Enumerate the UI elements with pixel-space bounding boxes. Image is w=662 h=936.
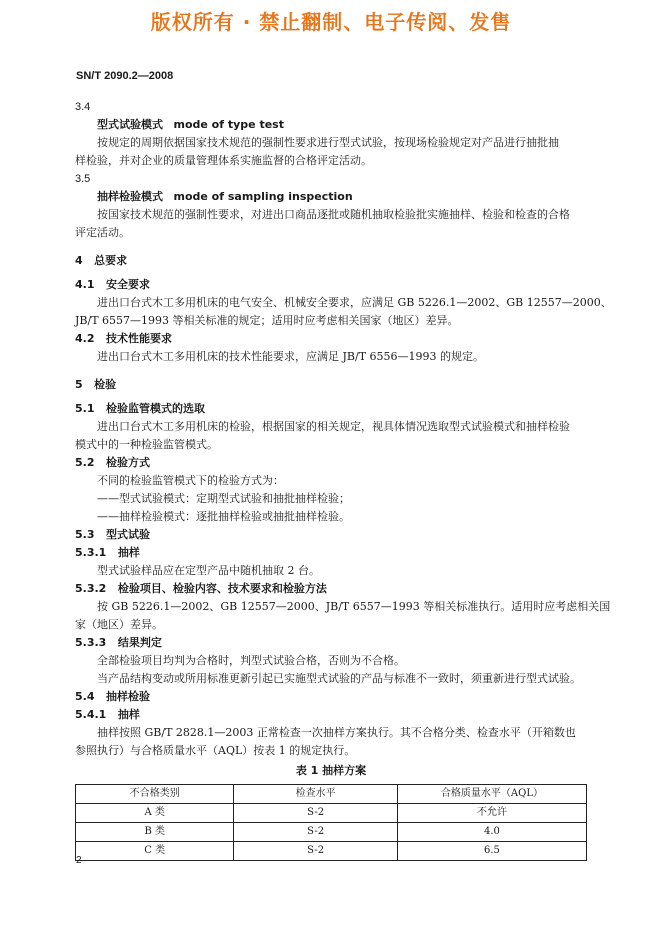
table-cell: 不允许	[397, 804, 586, 823]
table-row	[76, 804, 587, 823]
body-text: JB/T 6557—1993 等相关标准的规定；适用时应考虑相关国家（地区）差异。	[75, 314, 459, 327]
term-heading	[75, 116, 587, 134]
section-heading	[75, 252, 587, 270]
table-cell: A 类	[76, 804, 234, 823]
copyright-watermark: 版权所有 · 禁止翻制、电子传阅、发售	[150, 10, 512, 34]
section-number: 5.3	[75, 528, 95, 541]
section-title: 检验方式	[106, 456, 150, 469]
section-heading	[75, 526, 587, 544]
table-header-cell: 检查水平	[234, 785, 398, 804]
definition-text: 评定活动。	[75, 226, 130, 239]
section-heading	[75, 706, 587, 724]
section-title: 抽样检验	[106, 690, 150, 703]
list-item: ——型式试验模式：定期型式试验和抽批抽样检验；	[97, 492, 350, 505]
table-cell: S-2	[234, 823, 398, 842]
table-cell: C 类	[76, 842, 234, 861]
term-en: mode of sampling inspection	[173, 190, 353, 203]
section-heading	[75, 688, 587, 706]
section-heading	[75, 276, 587, 294]
document-body	[75, 98, 612, 861]
table-cell: S-2	[234, 804, 398, 823]
table-cell: 6.5	[397, 842, 586, 861]
body-text: 模式中的一种检验监管模式。	[75, 438, 218, 451]
section-heading	[75, 330, 587, 348]
section-heading	[75, 454, 587, 472]
body-text: 按 GB 5226.1—2002、GB 12557—2000、JB/T 6557—1993 等相关标准执行。适用时应考虑相关国	[97, 600, 611, 613]
section-title: 技术性能要求	[106, 332, 172, 345]
clause-number: 3.5	[75, 173, 91, 185]
section-title: 总要求	[94, 254, 128, 267]
section-number: 4.2	[75, 332, 95, 345]
clause-number: 3.4	[75, 101, 91, 113]
section-number: 5.3.1	[75, 546, 107, 559]
sampling-plan-table	[75, 784, 587, 861]
section-number: 4	[75, 254, 83, 267]
body-text: 型式试验样品应在定型产品中随机抽取 2 台。	[97, 564, 320, 577]
section-heading	[75, 400, 587, 418]
body-text: 参照执行）与合格质量水平（AQL）按表 1 的规定执行。	[75, 744, 356, 757]
section-title: 型式试验	[106, 528, 150, 541]
list-item: ——抽样检验模式：逐批抽样检验或抽批抽样检验。	[97, 510, 350, 523]
body-text: 家（地区）差异。	[75, 618, 163, 631]
page-number: 2	[76, 855, 82, 866]
table-cell: S-2	[234, 842, 398, 861]
document-number: SN/T 2090.2—2008	[76, 70, 174, 82]
body-text: 进出口台式木工多用机床的检验，根据国家的相关规定，视具体情况选取型式试验模式和抽样检验	[97, 420, 570, 433]
definition-text: 按规定的周期依据国家技术规范的强制性要求进行型式试验，按现场检验规定对产品进行抽批抽	[97, 136, 559, 149]
section-title: 抽样	[117, 546, 140, 559]
section-title: 检验	[94, 378, 117, 391]
section-number: 5.3.2	[75, 582, 107, 595]
section-number: 5.2	[75, 456, 95, 469]
table-row	[76, 823, 587, 842]
table-row	[76, 842, 587, 861]
table-cell: B 类	[76, 823, 234, 842]
table-header-cell: 不合格类别	[76, 785, 234, 804]
section-heading	[75, 634, 587, 652]
section-number: 5.1	[75, 402, 95, 415]
section-title: 抽样	[117, 708, 140, 721]
section-title: 检验项目、检验内容、技术要求和检验方法	[117, 582, 327, 595]
section-heading	[75, 544, 587, 562]
table-header-row	[76, 785, 587, 804]
body-text: 当产品结构变动或所用标准更新引起已实施型式试验的产品与标准不一致时，须重新进行型式试验。	[97, 672, 581, 685]
table-cell: 4.0	[397, 823, 586, 842]
body-text: 进出口台式木工多用机床的技术性能要求，应满足 JB/T 6556—1993 的规定。	[97, 350, 485, 363]
section-number: 5	[75, 378, 83, 391]
term-heading	[75, 188, 587, 206]
section-title: 检验监管模式的选取	[106, 402, 205, 415]
definition-text: 按国家技术规范的强制性要求，对进出口商品逐批或随机抽取检验批实施抽样、检验和检查的合格	[97, 208, 570, 221]
section-heading	[75, 376, 587, 394]
term-en: mode of type test	[173, 118, 284, 131]
section-number: 5.4	[75, 690, 95, 703]
body-text: 抽样按照 GB/T 2828.1—2003 正常检查一次抽样方案执行。其不合格分类、检查水平（开箱数也	[97, 726, 576, 739]
section-title: 安全要求	[106, 278, 150, 291]
table-header-cell: 合格质量水平（AQL）	[397, 785, 586, 804]
body-text: 全部检验项目均判为合格时，判型式试验合格，否则为不合格。	[97, 654, 405, 667]
body-text: 不同的检验监管模式下的检验方式为：	[97, 474, 284, 487]
definition-text: 样检验，并对企业的质量管理体系实施监督的合格评定活动。	[75, 154, 372, 167]
section-number: 5.4.1	[75, 708, 107, 721]
table-title: 表 1 抽样方案	[295, 764, 367, 777]
section-number: 4.1	[75, 278, 95, 291]
body-text: 进出口台式木工多用机床的电气安全、机械安全要求，应满足 GB 5226.1—2002、GB 12557—2000、	[97, 296, 612, 309]
term-zh: 型式试验模式	[97, 118, 163, 131]
term-zh: 抽样检验模式	[97, 190, 163, 203]
section-number: 5.3.3	[75, 636, 107, 649]
section-heading	[75, 580, 587, 598]
section-title: 结果判定	[117, 636, 162, 649]
